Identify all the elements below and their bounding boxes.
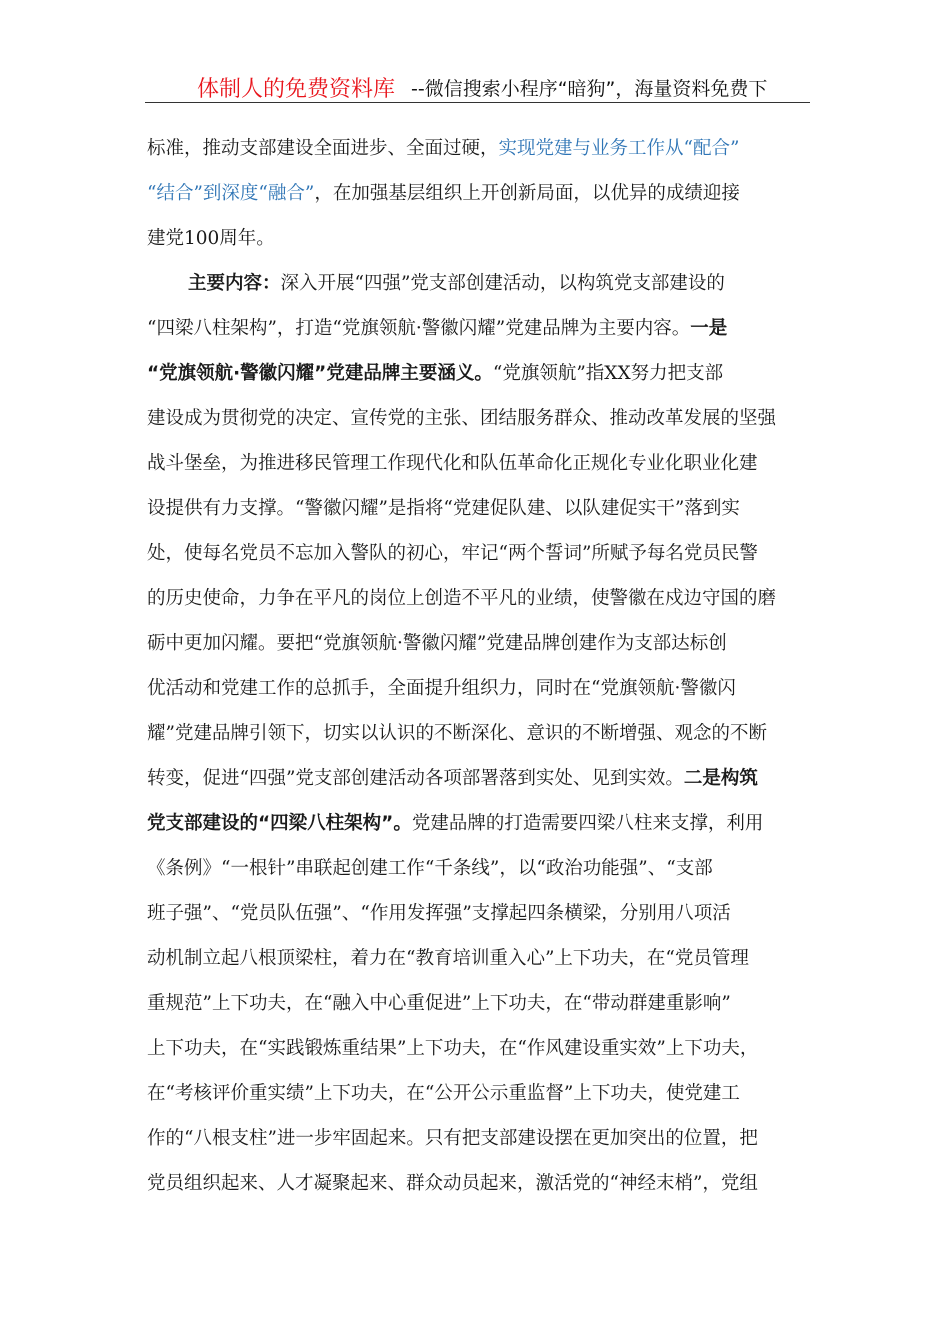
text-line: 在“考核评价重实绩”上下功夫，在“公开公示重监督”上下功夫，使党建工 [147, 1083, 740, 1104]
text-line: 动机制立起八根顶梁柱，着力在“教育培训重入心”上下功夫，在“党员管理 [147, 948, 749, 969]
highlight-text: 实现党建与业务工作从“配合” [498, 138, 740, 159]
text-line: 砺中更加闪耀。要把“党旗领航·警徽闪耀”党建品牌创建作为支部达标创 [147, 633, 727, 654]
text-line: 设提供有力支撑。“警徽闪耀”是指将“党建促队建、以队建促实干”落到实 [147, 498, 740, 519]
text-run: “四梁八柱架构”，打造“党旗领航·警徽闪耀”党建品牌为主要内容。 [147, 318, 691, 339]
bold-text: “党旗领航·警徽闪耀”党建品牌主要涵义。 [147, 363, 493, 384]
text-line: 《条例》“一根针”串联起创建工作“千条线”，以“政治功能强”、“支部 [147, 858, 713, 879]
text-line: 党员组织起来、人才凝聚起来、群众动员起来，激活党的“神经末梢”，党组 [147, 1173, 758, 1194]
text-line: 耀”党建品牌引领下，切实以认识的不断深化、意识的不断增强、观念的不断 [147, 723, 767, 744]
page-header [145, 70, 810, 103]
text-run: ，在加强基层组织上开创新局面，以优异的成绩迎接 [314, 183, 740, 204]
text-line: 处，使每名党员不忘加入警队的初心，牢记“两个誓词”所赋予每名党员民警 [147, 543, 758, 564]
bold-text: 一是 [690, 318, 728, 339]
text-line: 班子强”、“党员队伍强”、“作用发挥强”支撑起四条横梁，分别用八项活 [147, 903, 731, 924]
text-line: 建党100周年。 [147, 228, 275, 249]
section-label: 主要内容： [188, 273, 281, 294]
text-line: 作的“八根支柱”进一步牢固起来。只有把支部建设摆在更加突出的位置，把 [147, 1128, 758, 1149]
text-run: “党旗领航”指XX努力把支部 [492, 363, 724, 384]
text-run: 深入开展“四强”党支部创建活动，以构筑党支部建设的 [280, 273, 725, 294]
highlight-text: “结合”到深度“融合” [147, 183, 315, 204]
header-brand: 体制人的免费资料库 [197, 77, 396, 102]
header-tagline: --微信搜索小程序“暗狗”，海量资料免费下 [411, 78, 768, 100]
bold-text: 二是构筑 [683, 768, 758, 789]
bold-text: 党支部建设的“四梁八柱架构”。 [147, 813, 412, 834]
text-line: 建设成为贯彻党的决定、宣传党的主张、团结服务群众、推动改革发展的坚强 [147, 408, 777, 429]
text-line [147, 182, 740, 206]
text-line [147, 767, 758, 791]
text-run: 标准，推动支部建设全面进步、全面过硬， [147, 138, 499, 159]
text-line [147, 362, 723, 386]
text-line: 上下功夫，在“实践锻炼重结果”上下功夫，在“作风建设重实效”上下功夫， [147, 1038, 759, 1059]
text-line: 的历史使命，力争在平凡的岗位上创造不平凡的业绩，使警徽在戍边守国的磨 [147, 588, 777, 609]
text-line [147, 812, 763, 836]
text-line: 战斗堡垒，为推进移民管理工作现代化和队伍革命化正规化专业化职业化建 [147, 453, 758, 474]
text-line: 重规范”上下功夫，在“融入中心重促进”上下功夫，在“带动群建重影响” [147, 993, 731, 1014]
text-line: 优活动和党建工作的总抓手，全面提升组织力，同时在“党旗领航·警徽闪 [147, 678, 736, 699]
text-line [188, 272, 725, 296]
text-run: 转变，促进“四强”党支部创建活动各项部署落到实处、见到实效。 [147, 768, 684, 789]
text-line [147, 317, 727, 341]
text-line [147, 137, 739, 161]
text-run: 党建品牌的打造需要四梁八柱来支撑，利用 [411, 813, 764, 834]
